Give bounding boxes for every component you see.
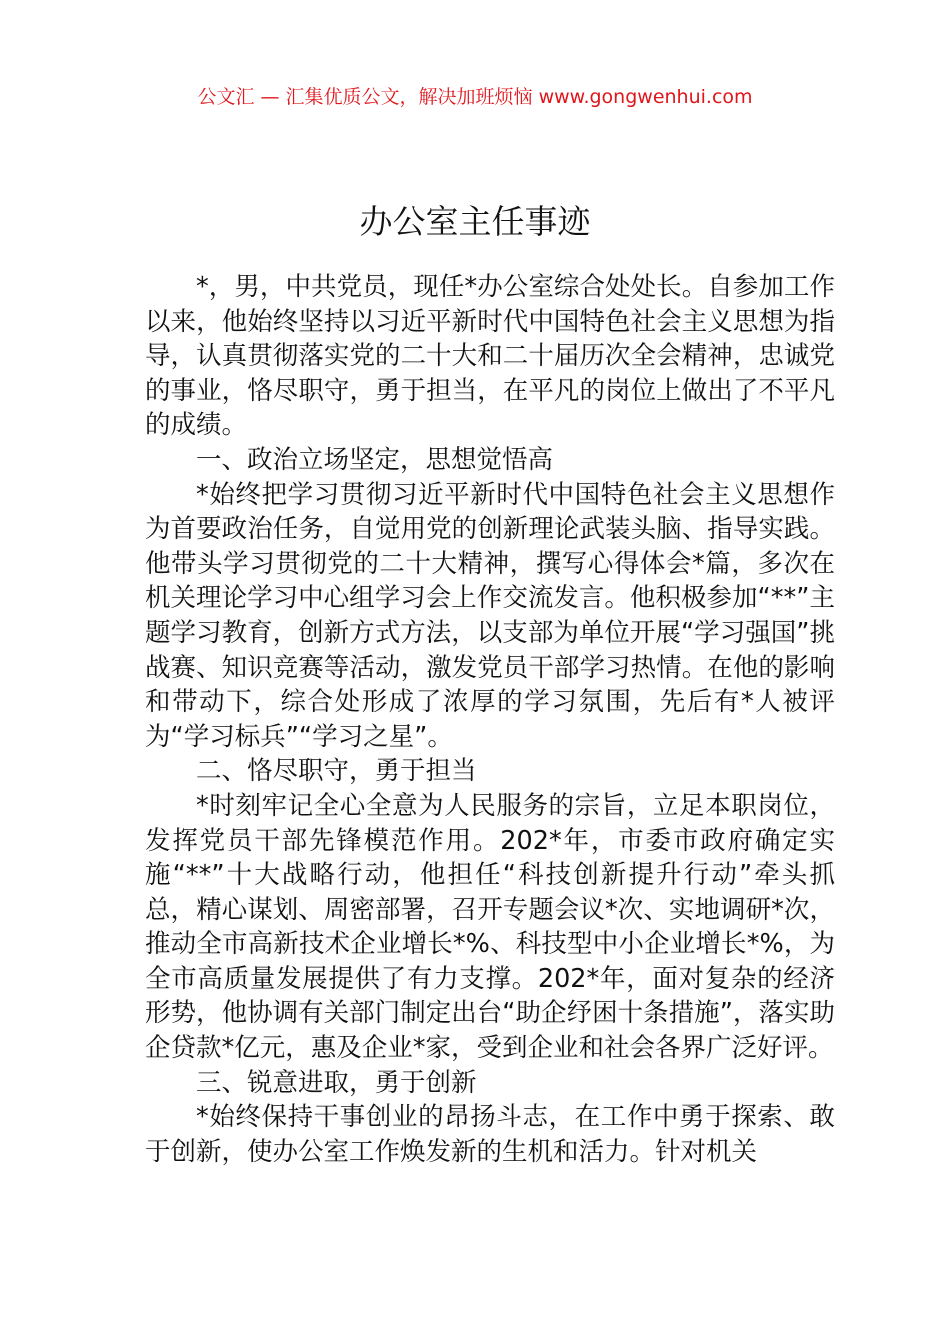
section-1-paragraph: *始终把学习贯彻习近平新时代中国特色社会主义思想作为首要政治任务，自觉用党的创新理论武装头脑、指导实践。他带头学习贯彻党的二十大精神，撰写心得体会*篇，多次在机关理论学习中心组学习会上作交流发言。他积极参加“**”主题学习教育，创新方式方法，以支部为单位开展“学习强国”挑战赛、知识竞赛等活动，激发党员干部学习热情。在他的影响和带动下，综合处形成了浓厚的学习氛围，先后有*人被评为“学习标兵”“学习之星”。: [145, 479, 835, 752]
section-heading-3: 三、锐意进取，勇于创新: [196, 1067, 477, 1098]
section-2-paragraph: *时刻牢记全心全意为人民服务的宗旨，立足本职岗位，发挥党员干部先锋模范作用。202*年，市委市政府确定实施“**”十大战略行动，他担任“科技创新提升行动”牵头抓总，精心谋划、周密部署，召开专题会议*次、实地调研*次，推动全市高新技术企业增长*%、科技型中小企业增长*%，为全市高质量发展提供了有力支撑。202*年，面对复杂的经济形势，他协调有关部门制定出台“助企纾困十条措施”，落实助企贷款*亿元，惠及企业*家，受到企业和社会各界广泛好评。: [145, 790, 835, 1064]
section-heading-1: 一、政治立场坚定，思想觉悟高: [196, 444, 554, 475]
section-heading-2: 二、恪尽职守，勇于担当: [196, 756, 477, 787]
site-banner: 公文汇 — 汇集优质公文，解决加班烦恼 www.gongwenhui.com: [197, 86, 753, 108]
section-3-paragraph: *始终保持干事创业的昂扬斗志，在工作中勇于探索、敢于创新，使办公室工作焕发新的生机和活力。针对机关: [145, 1102, 835, 1167]
intro-paragraph: *，男，中共党员，现任*办公室综合处处长。自参加工作以来，他始终坚持以习近平新时代中国特色社会主义思想为指导，认真贯彻落实党的二十大和二十届历次全会精神，忠诚党的事业，恪尽职守，勇于担当，在平凡的岗位上做出了不平凡的成绩。: [145, 272, 835, 441]
document-body: [145, 270, 835, 1169]
document-title: 办公室主任事迹: [359, 202, 591, 242]
